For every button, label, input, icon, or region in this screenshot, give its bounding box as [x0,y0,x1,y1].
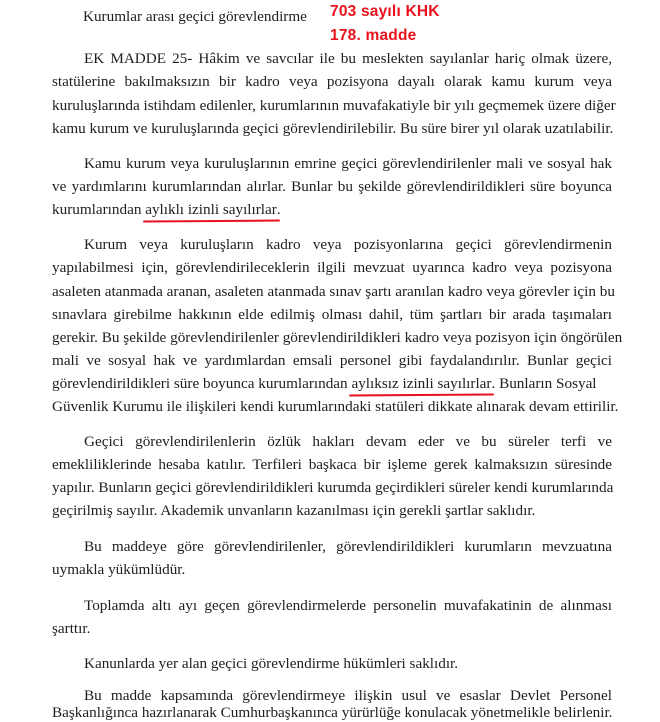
text-segment: . Bunların Sosyal [491,375,597,392]
text-line: kuruluşlarında istihdam edilenler, kurumlarının muvafakatiyle bir yılı geçmemek üzere diğer [52,97,616,114]
text-line: Güvenlik Kurumu ile ilişkileri kendi kurumlarındaki statüleri dikkate alınarak devam ettirilir. [52,398,619,415]
text-line: Kamu kurum veya kuruluşlarının emrine geçici görevlendirilenler mali ve sosyal hak [84,155,612,172]
annotation-khk: 703 sayılı KHK [330,3,440,20]
text-line: Başkanlığınca hazırlanarak Cumhurbaşkanınca yürürlüğe konulacak yönetmelikle belirlenir. [52,704,613,721]
text-line: şarttır. [52,620,91,637]
text-line [52,200,612,219]
text-line: sınavlara girebilme hakkının elde edilmiş olması dahil, tüm şartları bir arada taşımaları [52,306,612,323]
text-line: statülerine bakılmaksızın bir kadro veya pozisyona dayalı olarak kamu kurum veya [52,73,612,90]
text-segment: . [276,201,281,218]
text-segment: görevlendirildikleri süre boyunca kurumlarından [52,375,352,392]
text-line: emekliliklerinde hesaba katılır. Terfileri başkaca bir işleme gerek kalmaksızın süresinde [52,456,612,473]
text-line: yapılır. Bunların geçici görevlendirildikleri kurumda geçirdikleri süreler kendi kurumlarında [52,479,614,496]
text-line: yapılabilmesi için, görevlendirileceklerin ilgili mevzuat uyarınca kadro veya pozisyona [52,259,612,276]
text-segment: kurumlarından [52,201,146,218]
underlined-phrase: aylıklı izinli sayılırlar [145,201,277,218]
section-heading: Kurumlar arası geçici görevlendirme [83,8,307,25]
text-line: Bu maddeye göre görevlendirilenler, görevlendirildikleri kurumların mevzuatına [84,538,612,555]
text-line: uymakla yükümlüdür. [52,561,186,578]
text-line: kamu kurum ve kuruluşlarında geçici görevlendirilebilir. Bu süre birer yıl olarak uzatılabilir. [52,120,614,137]
annotation-madde: 178. madde [330,27,417,44]
text-line: Toplamda altı ayı geçen görevlendirmelerde personelin muvafakatinin de alınması [84,597,612,614]
text-line: Kurum veya kuruluşların kadro veya pozisyonlarına geçici görevlendirmenin [84,236,612,253]
text-line: gerekir. Bu şekilde görevlendirilenler görevlendirildikleri kadro veya pozisyon için öngörülen [52,329,623,346]
text-line [52,374,612,393]
text-line: ve yardımlarını kurumlarından alırlar. Bunlar bu şekilde görevlendirildikleri süre boyunca [52,178,612,195]
text-line: EK MADDE 25- Hâkim ve savcılar ile bu meslekten sayılanlar hariç olmak üzere, [84,50,612,67]
text-line: Geçici görevlendirilenlerin özlük hakları devam eder ve bu süreler terfi ve [84,433,612,450]
text-line: asaleten atanmada aranan, asaleten atanmada sınav şartı aranılan kadro veya görevler için bu [52,283,615,300]
text-line: Bu madde kapsamında görevlendirmeye ilişkin usul ve esaslar Devlet Personel [84,687,612,704]
text-line: Kanunlarda yer alan geçici görevlendirme hükümleri saklıdır. [84,655,459,672]
underlined-phrase: aylıksız izinli sayılırlar [351,375,492,392]
text-line: mali ve sosyal hak ve yardımlardan emsali personel gibi faydalandırılır. Bunlar geçici [52,352,612,369]
text-line: geçirilmiş sayılır. Akademik unvanların kazanılması için gerekli şartlar saklıdır. [52,502,536,519]
